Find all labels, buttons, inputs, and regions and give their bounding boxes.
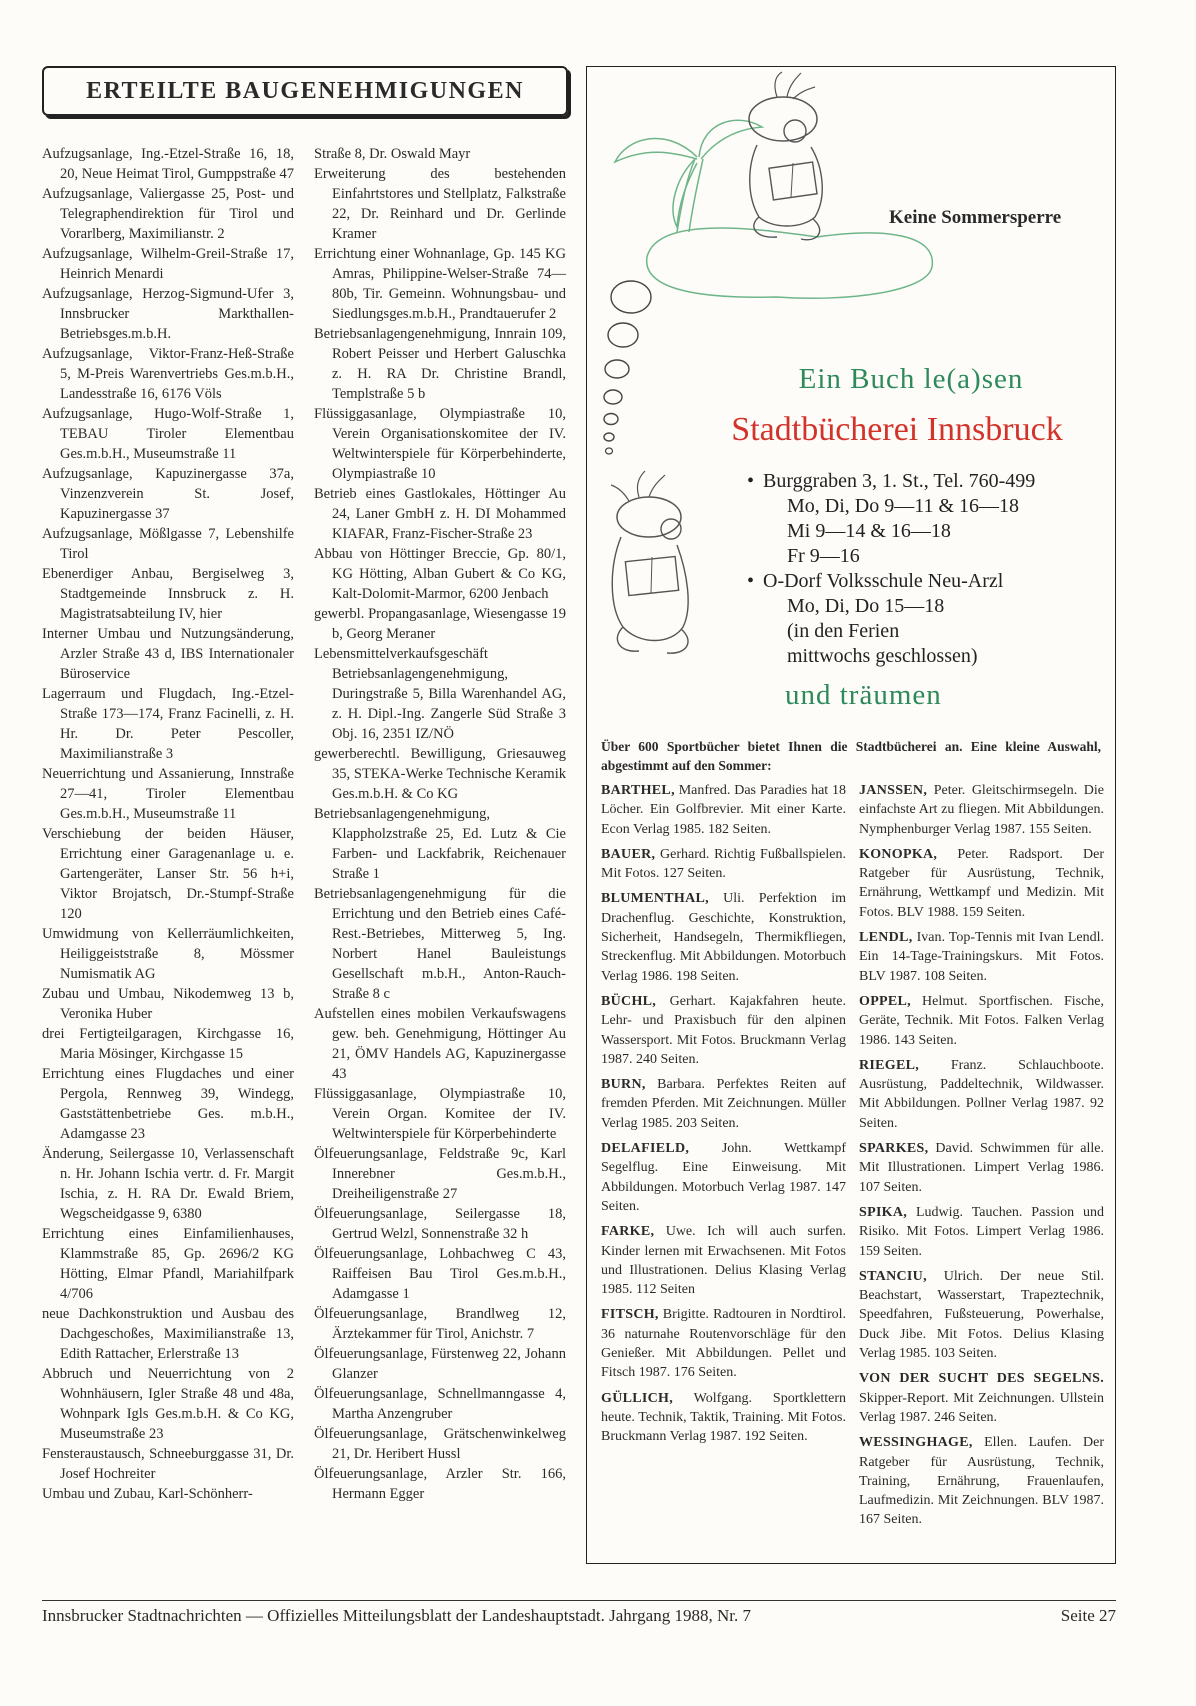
permit-entry: Lebensmittelverkaufsgeschäft Betriebsanlagengenehmigung, Duringstraße 5, Billa Warenhandel AG, z. H. Dipl.-Ing. Zangerle Süd Straße 3 Obj. 16, 2351 IZ/NÖ bbox=[314, 646, 566, 742]
location-title: • O-Dorf Volksschule Neu-Arzl bbox=[747, 570, 1004, 592]
book-entry bbox=[601, 845, 846, 884]
permit-entry: Ölfeuerungsanlage, Fürstenweg 22, Johann Glanzer bbox=[314, 1346, 566, 1382]
permit-entry: Erweiterung des bestehenden Einfahrtstores und Stellplatz, Falkstraße 22, Dr. Reinhard und Dr. Gerlinde Kramer bbox=[314, 166, 566, 242]
book-author: SPIKA, bbox=[859, 1204, 908, 1220]
location-title: • Burggraben 3, 1. St., Tel. 760-499 bbox=[747, 470, 1036, 492]
book-details: David. Schwimmen für alle. Mit Illustrationen. Limpert Verlag 1986. 107 Seiten. bbox=[859, 1141, 1104, 1195]
book-list-intro: Über 600 Sportbücher bietet Ihnen die Stadtbücherei an. Eine kleine Auswahl, abgestimmt auf den Sommer: bbox=[601, 739, 1101, 773]
permit-entry: Abbau von Höttinger Breccie, Gp. 80/1, KG Hötting, Alban Gubert & Co KG, Kalt-Dolomit-Marmor, 6200 Jenbach bbox=[314, 546, 566, 602]
permit-entry: Umbau und Zubau, Karl-Schönherr- bbox=[42, 1486, 253, 1502]
permit-entry: Umwidmung von Kellerräumlichkeiten, Heiliggeiststraße 8, Mössmer Numismatik AG bbox=[42, 926, 294, 982]
permit-entry: Ölfeuerungsanlage, Arzler Str. 166, Hermann Egger bbox=[314, 1466, 566, 1502]
library-locations bbox=[747, 469, 1107, 669]
book-author: BAUER, bbox=[601, 846, 656, 862]
book-author: DELAFIELD, bbox=[601, 1141, 690, 1157]
book-entry bbox=[601, 1305, 846, 1382]
permit-entry: Lagerraum und Flugdach, Ing.-Etzel-Straße 173—174, Franz Facinelli, z. H. Hr. Dr. Peter Pescoller, Maximilianstraße 3 bbox=[42, 686, 294, 762]
book-entry bbox=[859, 1369, 1104, 1427]
book-entry bbox=[601, 1389, 846, 1447]
permit-entry: Ölfeuerungsanlage, Schnellmanngasse 4, Martha Anzengruber bbox=[314, 1386, 566, 1422]
bullet-icon: • bbox=[747, 570, 755, 592]
book-author: SPARKES, bbox=[859, 1141, 929, 1157]
permit-entry: Aufzugsanlage, Wilhelm-Greil-Straße 17, Heinrich Menardi bbox=[42, 246, 294, 282]
book-author: FARKE, bbox=[601, 1224, 655, 1240]
permit-entry: gewerbl. Propangasanlage, Wiesengasse 19 b, Georg Meraner bbox=[314, 606, 566, 642]
book-details: Franz. Schlauchboote. Ausrüstung, Paddeltechnik, Wildwasser. Mit Abbildungen. Pollner Verlag 1987. 92 Seiten. bbox=[859, 1057, 1104, 1131]
book-details: Uli. Perfektion im Drachenflug. Geschichte, Konstruktion, Sicherheit, Handsegeln, Thermikfliegen, Streckenflug. Mit Abbildungen. Motorbuch Verlag 1986. 198 Seiten. bbox=[601, 891, 846, 984]
book-author: LENDL, bbox=[859, 930, 913, 946]
summer-notice: Keine Sommersperre bbox=[889, 207, 1062, 228]
permit-entry: Fensteraustausch, Schneeburggasse 31, Dr. Josef Hochreiter bbox=[42, 1446, 294, 1482]
book-entry bbox=[859, 781, 1104, 839]
permit-entry: Betriebsanlagengenehmigung für die Errichtung und den Betrieb eines Café-Rest.-Betriebes, Mitterweg 5, Ing. Norbert Hanel Bauleistungs Gesellschaft m.b.H., Anton-Rauch-Straße 8 c bbox=[314, 886, 566, 1002]
book-entry bbox=[601, 889, 846, 985]
book-details: Brigitte. Radtouren in Nordtirol. 36 naturnahe Routenvorschläge für den Genießer. Mit Abbildungen. Pellet und Fitsch 1987. 176 Seiten. bbox=[601, 1307, 846, 1381]
book-entry bbox=[859, 1203, 1104, 1261]
book-details: Uwe. Ich will auch surfen. Kinder lernen mit Erwachsenen. Mit Fotos und Illustrationen. Delius Klasing Verlag 1985. 112 Seiten bbox=[601, 1224, 846, 1298]
book-author: RIEGEL, bbox=[859, 1057, 920, 1073]
book-list-right bbox=[859, 781, 1104, 1536]
page-footer bbox=[42, 1606, 1116, 1626]
permit-entry: gewerberechtl. Bewilligung, Griesauweg 35, STEKA-Werke Technische Keramik Ges.m.b.H. & Co KG bbox=[314, 746, 566, 802]
permit-entry: Verschiebung der beiden Häuser, Errichtung einer Garagenanlage u. e. Gartengeräter, Lanser Str. 56 h+i, Viktor Brojatsch, Dr.-Stumpf-Straße 120 bbox=[42, 826, 294, 922]
book-entry bbox=[859, 1139, 1104, 1197]
book-details: Peter. Radsport. Der Ratgeber für Ausrüstung, Technik, Ernährung, Wettkampf und Medizin. Mit Fotos. BLV 1988. 159 Seiten. bbox=[859, 846, 1104, 920]
book-details: Ellen. Laufen. Der Ratgeber für Ausrüstung, Technik, Training, Ernährung, Frauenlaufen, Laufmedizin. Mit Zeichnungen. BLV 1987. 167 Seiten. bbox=[859, 1435, 1104, 1528]
permit-entry: Änderung, Seilergasse 10, Verlassenschaft n. Hr. Johann Ischia vertr. d. Fr. Margit Ischia, z. H. RA Dr. Ewald Briem, Wegscheidgasse 9, 6380 bbox=[42, 1146, 294, 1222]
section-heading-box bbox=[42, 66, 568, 116]
book-author: FITSCH, bbox=[601, 1307, 659, 1323]
book-entry bbox=[601, 992, 846, 1069]
permit-entry: Abbruch und Neuerrichtung von 2 Wohnhäusern, Igler Straße 48 und 48a, Wohnpark Igls Ges.m.b.H. & Co KG, Museumstraße 23 bbox=[42, 1366, 294, 1442]
book-details: Manfred. Das Paradies hat 18 Löcher. Ein Golfbrevier. Mit einer Karte. Econ Verlag 1985. 182 Seiten. bbox=[601, 783, 846, 837]
permit-entry: Neuerrichtung und Assanierung, Innstraße 27—41, Tiroler Elementbau Ges.m.b.H., Museumstraße 11 bbox=[42, 766, 294, 822]
book-entry bbox=[859, 992, 1104, 1050]
permit-entry: Aufzugsanlage, Herzog-Sigmund-Ufer 3, Innsbrucker Markthallen-Betriebsges.m.b.H. bbox=[42, 286, 294, 342]
book-details: Skipper-Report. Mit Zeichnungen. Ullstein Verlag 1987. 246 Seiten. bbox=[859, 1390, 1104, 1425]
opening-hours: Fr 9—16 bbox=[787, 545, 860, 567]
book-author: JANSSEN, bbox=[859, 783, 928, 798]
publication-info: Innsbrucker Stadtnachrichten — Offizielles Mitteilungsblatt der Landeshauptstadt. Jahrgang 1988, Nr. 7 bbox=[42, 1606, 751, 1625]
opening-hours: Mi 9—14 & 16—18 bbox=[787, 520, 951, 542]
book-author: OPPEL, bbox=[859, 993, 911, 1009]
permit-entry: Aufzugsanlage, Valiergasse 25, Post- und Telegraphendirektion für Tirol und Vorarlberg, Maximilianstr. 2 bbox=[42, 186, 294, 242]
book-entry bbox=[859, 1267, 1104, 1363]
permit-entry: Betrieb eines Gastlokales, Höttinger Au 24, Laner GmbH z. H. DI Mohammed KIAFAR, Franz-Fischer-Straße 23 bbox=[314, 486, 566, 542]
book-details: Ludwig. Tauchen. Passion und Risiko. Mit Fotos. Limpert Verlag 1986. 159 Seiten. bbox=[859, 1204, 1104, 1259]
page-number: Seite 27 bbox=[1060, 1606, 1116, 1625]
permit-entry: neue Dachkonstruktion und Ausbau des Dachgeschoßes, Maximilianstraße 13, Edith Rattacher, Erlerstraße 13 bbox=[42, 1306, 294, 1362]
book-entry bbox=[601, 781, 846, 839]
permit-entry: Flüssiggasanlage, Olympiastraße 10, Verein Organ. Komitee der IV. Weltwinterspiele für Körperbehinderte bbox=[314, 1086, 566, 1142]
bullet-icon: • bbox=[747, 470, 755, 492]
book-entry bbox=[859, 928, 1104, 986]
permit-entry: Aufzugsanlage, Ing.-Etzel-Straße 16, 18, 20, Neue Heimat Tirol, Gumppstraße 47 bbox=[42, 146, 294, 182]
book-details: Ivan. Top-Tennis mit Ivan Lendl. Ein 14-Tage-Trainingskurs. Mit Fotos. BLV 1987. 108 Seiten. bbox=[859, 930, 1104, 984]
permits-column-left bbox=[42, 144, 294, 1504]
permit-entry: Aufzugsanlage, Mößlgasse 7, Lebenshilfe Tirol bbox=[42, 526, 294, 562]
permit-entry: Errichtung eines Flugdaches und einer Pergola, Rennweg 39, Windegg, Gaststättenbetriebe Ges. m.b.H., Adamgasse 23 bbox=[42, 1066, 294, 1142]
permit-entry: Straße 8, Dr. Oswald Mayr bbox=[314, 146, 471, 162]
permit-entry: Ebenerdiger Anbau, Bergiselweg 3, Stadtgemeinde Innsbruck z. H. Magistratsabteilung IV, hier bbox=[42, 566, 294, 622]
book-details: Helmut. Sportfischen. Fische, Geräte, Technik. Mit Fotos. Falken Verlag 1986. 143 Seiten. bbox=[859, 993, 1104, 1048]
book-author: GÜLLICH, bbox=[601, 1390, 674, 1406]
book-author: BLUMENTHAL, bbox=[601, 891, 709, 907]
permit-entry: Betriebsanlagengenehmigung, Innrain 109, Robert Peisser und Herbert Galuschka z. H. RA Dr. Christine Brandl, Templstraße 5 b bbox=[314, 326, 566, 402]
dream-slogan: und träumen bbox=[785, 679, 942, 711]
book-details: Gerhart. Kajakfahren heute. Lehr- und Praxisbuch für den alpinen Wassersport. Mit Fotos. Bruckmann Verlag 1987. 240 Seiten. bbox=[601, 993, 846, 1067]
library-advertisement bbox=[586, 66, 1116, 1564]
book-details: Peter. Gleitschirmsegeln. Die einfachste Art zu fliegen. Mit Abbildungen. Nymphenburger Verlag 1987. 155 Seiten. bbox=[859, 783, 1104, 837]
opening-hours: (in den Ferien bbox=[787, 620, 900, 642]
slogan: Ein Buch le(a)sen bbox=[798, 363, 1024, 395]
permit-entry: Aufzugsanlage, Kapuzinergasse 37a, Vinzenzverein St. Josef, Kapuzinergasse 37 bbox=[42, 466, 294, 522]
section-heading: ERTEILTE BAUGENEHMIGUNGEN bbox=[86, 77, 524, 104]
book-entry bbox=[859, 845, 1104, 922]
permit-entry: Errichtung eines Einfamilienhauses, Klammstraße 85, Gp. 2696/2 KG Hötting, Elmar Pfandl, Mariahilfpark 4/706 bbox=[42, 1226, 294, 1302]
book-details: Wolfgang. Sportklettern heute. Technik, Taktik, Training. Mit Fotos. Bruckmann Verlag 1987. 192 Seiten. bbox=[601, 1390, 846, 1445]
book-entry bbox=[601, 1139, 846, 1216]
permit-entry: Errichtung einer Wohnanlage, Gp. 145 KG Amras, Philippine-Welser-Straße 74—80b, Tir. Gemeinn. Wohnungsbau- und Siedlungsges.m.b.H., Prandtauerufer 2 bbox=[314, 246, 566, 322]
opening-hours: Mo, Di, Do 9—11 & 16—18 bbox=[787, 495, 1020, 517]
book-author: BARTHEL, bbox=[601, 783, 675, 798]
book-details: Gerhard. Richtig Fußballspielen. Mit Fotos. 127 Seiten. bbox=[601, 846, 846, 882]
book-author: WESSINGHAGE, bbox=[859, 1435, 973, 1451]
book-details: John. Wettkampf Segelflug. Eine Einweisung. Mit Abbildungen. Motorbuch Verlag 1987. 147 Seiten. bbox=[601, 1141, 846, 1214]
book-author: STANCIU, bbox=[859, 1268, 927, 1284]
permit-entry: Interner Umbau und Nutzungsänderung, Arzler Straße 43 d, IBS Internationaler Büroservice bbox=[42, 626, 294, 682]
footer-divider bbox=[42, 1600, 1116, 1601]
book-author: VON DER SUCHT DES SEGELNS. bbox=[859, 1371, 1104, 1387]
book-author: BURN, bbox=[601, 1077, 646, 1093]
book-author: KONOPKA, bbox=[859, 846, 938, 862]
permit-entry: Ölfeuerungsanlage, Lohbachweg C 43, Raiffeisen Bau Tirol Ges.m.b.H., Adamgasse 1 bbox=[314, 1246, 566, 1302]
book-entry bbox=[859, 1056, 1104, 1133]
permit-entry: Ölfeuerungsanlage, Brandlweg 12, Ärztekammer für Tirol, Anichstr. 7 bbox=[314, 1306, 566, 1342]
book-entry bbox=[859, 1433, 1104, 1529]
permit-entry: Betriebsanlagengenehmigung, Klappholzstraße 25, Ed. Lutz & Cie Farben- und Lackfabrik, Reichenauer Straße 1 bbox=[314, 806, 566, 882]
permit-entry: Ölfeuerungsanlage, Grätschenwinkelweg 21, Dr. Heribert Hussl bbox=[314, 1426, 566, 1462]
book-author: BÜCHL, bbox=[601, 993, 657, 1009]
book-list-left bbox=[601, 781, 846, 1453]
library-name: Stadtbücherei Innsbruck bbox=[731, 411, 1063, 448]
permit-entry: Aufstellen eines mobilen Verkaufswagens gew. beh. Genehmigung, Höttinger Au 21, ÖMV Handels AG, Kapuzinergasse 43 bbox=[314, 1006, 566, 1082]
book-entry bbox=[601, 1075, 846, 1133]
opening-hours: mittwochs geschlossen) bbox=[787, 645, 978, 667]
opening-hours: Mo, Di, Do 15—18 bbox=[787, 595, 945, 617]
permit-entry: Ölfeuerungsanlage, Feldstraße 9c, Karl Innerebner Ges.m.b.H., Dreiheiligenstraße 27 bbox=[314, 1146, 566, 1202]
permit-entry: Ölfeuerungsanlage, Seilergasse 18, Gertrud Welzl, Sonnenstraße 32 h bbox=[314, 1206, 566, 1242]
book-details: Ulrich. Der neue Stil. Beachstart, Wasserstart, Trapeztechnik, Speedfahren, Fußsteuerung, Powerhalse, Duck Jibe. Mit Fotos. Delius Klasing Verlag 1985. 103 Seiten. bbox=[859, 1268, 1104, 1362]
permits-column-right bbox=[314, 144, 566, 1504]
permit-entry: Flüssiggasanlage, Olympiastraße 10, Verein Organisationskomitee der IV. Weltwinterspiele für Körperbehinderte, Olympiastraße 10 bbox=[314, 406, 566, 482]
permit-entry: Zubau und Umbau, Nikodemweg 13 b, Veronika Huber bbox=[42, 986, 294, 1022]
permit-entry: Aufzugsanlage, Hugo-Wolf-Straße 1, TEBAU Tiroler Elementbau Ges.m.b.H., Museumstraße 11 bbox=[42, 406, 294, 462]
permit-entry: Aufzugsanlage, Viktor-Franz-Heß-Straße 5, M-Preis Warenvertriebs Ges.m.b.H., Landesstraße 16, 6176 Völs bbox=[42, 346, 294, 402]
book-entry bbox=[601, 1222, 846, 1299]
permit-entry: drei Fertigteilgaragen, Kirchgasse 16, Maria Mösinger, Kirchgasse 15 bbox=[42, 1026, 294, 1062]
book-details: Barbara. Perfektes Reiten auf fremden Pferden. Mit Zeichnungen. Müller Verlag 1985. 203 Seiten. bbox=[601, 1077, 846, 1131]
